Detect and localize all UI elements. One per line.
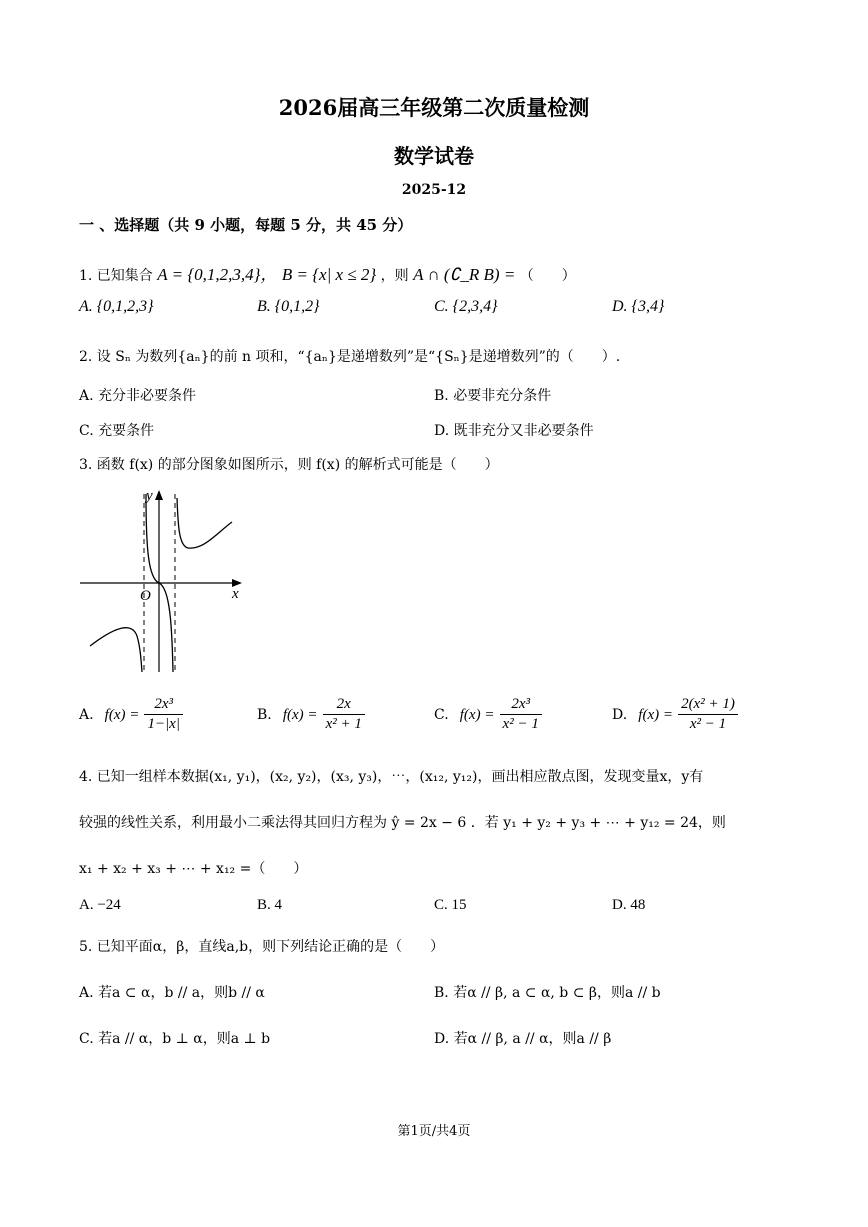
- q2-option-b: B. 必要非充分条件: [434, 388, 552, 404]
- q3-option-d-fraction: $\frac{\text{2(x² + 1)}}{\text{x² − 1}}$: [678, 696, 738, 733]
- section-heading: 一 、选择题（共 9 小题，每题 5 分，共 45 分）: [79, 216, 413, 234]
- q3-option-c: [434, 696, 542, 733]
- q3-option-b: [257, 696, 365, 733]
- y-axis-label: y: [146, 488, 153, 504]
- question-4-line-2: 较强的线性关系，利用最小二乘法得其回归方程为 ŷ = 2x − 6 ．若 y₁ + y₂ + y₃ + ⋯ + y₁₂ = 24，则: [79, 815, 726, 831]
- question-4-line-3: x₁ + x₂ + x₃ + ⋯ + x₁₂ =（ ）: [79, 861, 308, 877]
- question-3: 3. 函数 f(x) 的部分图象如图所示，则 f(x) 的解析式可能是（ ）: [79, 457, 499, 473]
- exam-subtitle: 数学试卷: [394, 144, 474, 168]
- function-graph: [76, 486, 248, 676]
- q5-option-c: C. 若a // α，b ⊥ α，则a ⊥ b: [79, 1031, 271, 1047]
- q2-option-c: C. 充要条件: [79, 423, 155, 439]
- curve-right-branch: [177, 498, 232, 548]
- q3-option-c-letter: C.: [434, 707, 449, 723]
- page-footer: 第1页/共4页: [397, 1124, 471, 1139]
- x-axis-label: x: [232, 586, 239, 602]
- q5-option-a: A. 若a ⊂ α，b // a，则b // α: [79, 985, 265, 1001]
- q3-option-b-letter: B.: [257, 707, 272, 723]
- question-2: 2. 设 Sₙ 为数列{aₙ}的前 n 项和，“{aₙ}是递增数列”是“{Sₙ}是递增数列”的（ ）.: [79, 349, 621, 365]
- q1-then: ，则: [380, 268, 409, 284]
- origin-label: O: [140, 588, 151, 604]
- q1-set-b: B = {x| x ≤ 2}: [281, 265, 377, 284]
- exam-date: 2025-12: [401, 182, 467, 198]
- q2-option-d: D. 既非充分又非必要条件: [434, 423, 594, 439]
- q1-option-d: D. {3,4}: [612, 298, 665, 315]
- q4-option-a: A. −24: [79, 897, 121, 913]
- x-axis: [80, 579, 242, 587]
- q1-set-a: A = {0,1,2,3,4}，: [157, 265, 278, 284]
- q4-option-d: D. 48: [612, 897, 646, 913]
- q5-option-b: B. 若α // β, a ⊂ α, b ⊂ β，则a // b: [434, 985, 661, 1001]
- q1-option-a: A. {0,1,2,3}: [79, 298, 154, 315]
- q4-option-c: C. 15: [434, 897, 467, 913]
- curve-left-branch: [90, 628, 142, 672]
- question-1: [79, 260, 576, 285]
- q1-option-c: C. {2,3,4}: [434, 298, 498, 315]
- q3-option-a-lhs: f(x) =: [104, 707, 140, 723]
- q3-option-a-letter: A.: [79, 707, 94, 723]
- q1-stem: 1. 已知集合: [79, 268, 153, 284]
- q3-option-a-fraction: $\frac{\text{2x³}}{1-|x|}$: [144, 696, 183, 733]
- q1-option-b: B. {0,1,2}: [257, 298, 320, 315]
- y-axis-arrow-icon: [155, 490, 163, 500]
- q3-option-d: [612, 696, 738, 733]
- exam-title: 2026届高三年级第二次质量检测: [278, 95, 590, 120]
- q3-option-c-fraction: $\frac{\text{2x³}}{\text{x² − 1}}$: [500, 696, 542, 733]
- q1-paren: （ ）: [519, 268, 576, 284]
- q1-expression: A ∩ (∁_R B) =: [413, 265, 516, 284]
- q5-option-d: D. 若α // β, a // α，则a // β: [434, 1031, 612, 1047]
- q3-option-d-lhs: f(x) =: [638, 707, 673, 723]
- question-4-line-1: 4. 已知一组样本数据(x₁, y₁)，(x₂, y₂)，(x₃, y₃)，⋯，(x₁₂, y₁₂)，画出相应散点图，发现变量x，y有: [79, 769, 704, 785]
- q3-option-d-letter: D.: [612, 707, 628, 723]
- q3-option-a: [79, 696, 183, 733]
- q4-option-b: B. 4: [257, 897, 283, 913]
- q2-option-a: A. 充分非必要条件: [79, 388, 197, 404]
- question-5: 5. 已知平面α，β，直线a,b，则下列结论正确的是（ ）: [79, 939, 445, 955]
- q3-option-b-lhs: f(x) =: [282, 707, 318, 723]
- q3-option-b-fraction: $\frac{2x}{\text{x² + 1}}$: [323, 696, 365, 733]
- q3-option-c-lhs: f(x) =: [459, 707, 495, 723]
